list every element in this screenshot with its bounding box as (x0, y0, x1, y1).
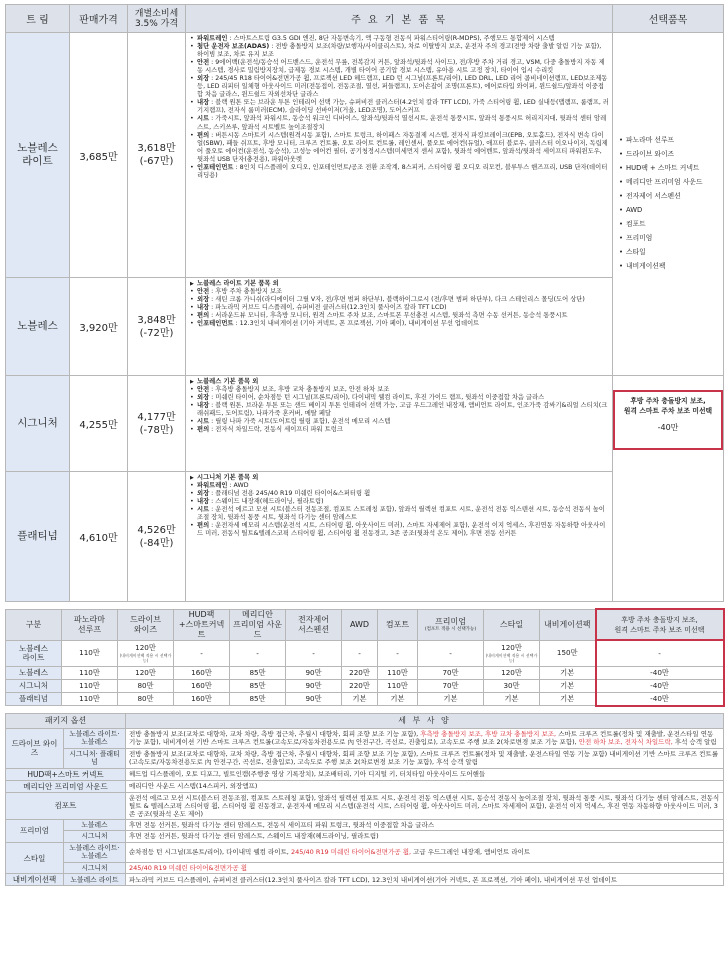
feature-group-header: ▶ 노블레스 기본 품목 외 (190, 378, 609, 386)
header-options: 선택품목 (613, 5, 724, 33)
price-cell: 80만 (118, 692, 174, 706)
price-cell: -40만 (596, 679, 724, 692)
feature-item: • 외장 : 플래티넘 전용 245/40 R19 미쉐린 타이어&스퍼터링 휠 (190, 490, 609, 498)
header-features: 주 요 기 본 품 목 (186, 5, 613, 33)
feature-item: • 내장 : 스웨이드 내장재(헤드라이닝, 필라트림) (190, 498, 609, 506)
price-cell: 110만 (378, 666, 418, 679)
price-cell: 기본 (540, 679, 596, 692)
price-cell: 70만 (418, 666, 484, 679)
header-package: 패키지 옵션 (6, 713, 126, 728)
option-item: • 내비게이션팩 (619, 259, 717, 273)
feature-item: • 인포테인먼트 : 12.3인치 내비게이션 (기아 커넥트, 폰 프로젝션, 기아 페이), 내비게이션 무선 업데이트 (190, 320, 609, 328)
header-tax-price: 개별소비세 3.5% 가격 (128, 5, 186, 33)
package-detail: 245/40 R19 미쉐린 타이어&전면가공 휠 (126, 862, 724, 874)
option-item: • 드라이브 와이즈 (619, 147, 717, 161)
option-price-row (6, 666, 724, 679)
feature-item: • 첨단 운전자 보조(ADAS) : 전방 충돌방지 보조(차량/보행자/사이클리스트), 차로 이탈방지 보조, 운전자 주의 경고(전방 차량 출발 알림 기능 포함), 하이빔 보조, 차로 유지 보조 (190, 43, 609, 59)
price-cell: 90만 (286, 679, 342, 692)
price-cell: 110만 (378, 679, 418, 692)
price-cell: - (174, 640, 230, 666)
trim-name: 플래티넘 (6, 472, 70, 602)
option-price-row (6, 640, 724, 666)
feature-item: • 편의 : 버튼시동 스마트키 시스템(원격시동 포함), 스마트 트렁크, 하이패스 자동결제 시스템, 전자식 파킹브레이크(EPB, 오토홀드), 전자식 변속 다이얼(SBW), 패들 쉬프트, 후방 모니터, 크루즈 컨트롤, 오토 라이트 컨트롤, 레인센서, 풀오토 에어컨(듀얼), 애프터 블로우, 클러스터 이오나이저, 독립제어 풀오토 에어컨(운전석, 동승석), 고성능 에어컨 필터, 공기청정시스템(미세먼지 센서 포함), 뒷좌석 에어벤트, 앞좌석/뒷좌석 세이프티 파워윈도우, 뒷좌석 USB 단자(충전용), 파워아웃렛 (190, 132, 609, 164)
package-sub-trim: 시그니처 (64, 862, 126, 874)
feature-item: • 안전 : 후측방 충돌방지 보조, 후방 교차 충돌방지 보조, 안전 하차 보조 (190, 386, 609, 394)
option-item: • HUD팩 + 스마트 커넥트 (619, 161, 717, 175)
header-detail: 세 부 사 양 (126, 713, 724, 728)
price-cell: - (378, 640, 418, 666)
option-item: • 메리디안 프리미엄 사운드 (619, 175, 717, 189)
opt-header: 스타일 (484, 609, 540, 640)
trim-name: 노블레스 (6, 278, 70, 376)
option-item: • 파노라마 선루프 (619, 133, 717, 147)
package-row-drive-wise-2 (6, 748, 724, 768)
price-cell: 110만 (62, 679, 118, 692)
package-row-premium (6, 819, 724, 831)
feature-items (190, 378, 609, 434)
table-header-row (6, 5, 724, 33)
price-cell: 기본 (484, 692, 540, 706)
options-list (613, 33, 724, 376)
feature-item: • 편의 : 서라운드뷰 모니터, 후측방 모니터, 원격 스마트 주차 보조, 스마트폰 무선충전 시스템, 뒷좌석 측면 수동 선커튼, 동승석 통풍시트 (190, 312, 609, 320)
option-price-header-row (6, 609, 724, 640)
row-trim-name: 노블레스 (6, 666, 62, 679)
price-cell: -40만 (596, 666, 724, 679)
option-item: • 전자제어 서스펜션 (619, 189, 717, 203)
price-cell: - (286, 640, 342, 666)
package-detail: 전방 충돌방지 보조(교차로 대향차, 교차 차량, 측방 접근차, 추월시 대향차, 회피 조향 보조 기능 포함), 스마트 크루즈 컨트롤(정차 및 재출발, 운전스타일 연동 기능 포함) 내비게이션 기반 스마트 크루즈 컨트롤(고속도로/자동차전용도로 內 안전구간, 곡선로, 진출입로), 고속도로 주행 보조 2(차로변경 보조 기능 포함), 후석 승객 알림 (126, 748, 724, 768)
price-cell: -40만 (596, 692, 724, 706)
price-cell: - (230, 640, 286, 666)
package-name: 내비게이션팩 (6, 874, 64, 886)
feature-item: • 인포테인먼트 : 8인치 디스플레이 오디오, 인포테인먼트/공조 전환 조작계, 8스피커, 스티어링 휠 오디오 리모컨, 블루투스 핸즈프리, USB 단자(데이터리딩용) (190, 164, 609, 180)
option-items (619, 133, 717, 273)
package-detail-table (5, 713, 724, 887)
feature-list (186, 33, 613, 278)
package-row-navi (6, 874, 724, 886)
package-row-premium-2 (6, 831, 724, 843)
price-cell: 85만 (230, 692, 286, 706)
price-cell: 150만 (540, 640, 596, 666)
package-detail: 운전석 에르고 모션 시트(블스터 전동조절, 컴포트 스트레칭 포함), 앞좌석 릴렉션 컴포트 시트, 운전석 전동 익스텐션 시트, 동승석 전동식 높이조절 장치, 뒷좌석 통풍 시트, 뒷좌석 다기능 센터 암레스트, 전동식 틸트 & 텔레스코픽 스티어링 휠, 스티어링 휠 진동경고, 운전자세 메모리 시스템(운전석 시트, 스티어링 휠, 아웃사이드 미러, 스마트 자세제어 포함), 운전석 이지 억세스, 후진 연동 자동하향 아웃사이드 미러, 3존 공조(뒷좌석 온도 제어) (126, 792, 724, 819)
price-cell: 기본 (378, 692, 418, 706)
feature-items (190, 474, 609, 538)
price-cell: 80만 (118, 679, 174, 692)
opt-header: 전자제어 서스펜션 (286, 609, 342, 640)
package-sub-trim: 노블레스 라이트· 노블레스 (64, 842, 126, 862)
package-detail: 헤드업 디스플레이, 오토 디포그, 빌트인캠(주행중 영상 기록장치), 보조배터리, 기아 디지털 키, 터치타입 아웃사이드 도어핸들 (126, 768, 724, 780)
price-cell: 110만 (62, 666, 118, 679)
feature-item: • 외장 : 245/45 R18 타이어&전면가공 휠, 프로젝션 LED 헤드램프, LED 턴 시그널(프론트/리어), LED DRL, LED 리어 콤비네이션램프, LED보조제동등, LED 리피터 일체형 아웃사이드 미러(전동접이, 전동조절, 열선, 퍼들램프), 도어손잡이 조명(프론트), 에어로타입 와이퍼, 윈드쉴드/앞좌석 이중접합 차음 글라스, 윈드쉴드 자외선차단 글라스 (190, 75, 609, 99)
package-sub-trim: 노블레스 (64, 819, 126, 831)
red-box-value: -40만 (657, 423, 679, 432)
price-cell: 70만 (418, 679, 484, 692)
opt-header: 내비게이션팩 (540, 609, 596, 640)
opt-header: AWD (342, 609, 378, 640)
trim-name: 노블레스 라이트 (6, 33, 70, 278)
price-cell: 120만 (내비게이션팩 적용 시 선택가능) (118, 640, 174, 666)
feature-item: • 안전 : 후방 주차 충돌방지 보조 (190, 288, 609, 296)
price-cell: 85만 (230, 679, 286, 692)
package-detail: 후면 전동 선커튼, 뒷좌석 다기능 센터 암레스트, 스웨이드 내장재(헤드라이닝, 필라트림) (126, 831, 724, 843)
red-box-cell (613, 376, 724, 602)
trim-row-signature (6, 376, 724, 472)
package-sub-trim: 노블레스 라이트· 노블레스 (64, 728, 126, 748)
package-row-style (6, 842, 724, 862)
option-price-row (6, 692, 724, 706)
header-trim: 트 림 (6, 5, 70, 33)
opt-header: HUD팩 +스마트커넥트 (174, 609, 230, 640)
price-cell: 90만 (286, 666, 342, 679)
trim-price: 4,610만 (70, 472, 128, 602)
feature-item: • 내장 : 파노라믹 커브드 디스플레이, 슈퍼비전 클러스터(12.3인치 풀사이즈 칼라 TFT LCD) (190, 304, 609, 312)
price-cell: 160만 (174, 666, 230, 679)
feature-group-header: ▶ 시그니처 기본 품목 외 (190, 474, 609, 482)
price-cell: 기본 (342, 692, 378, 706)
option-item: • AWD (619, 203, 717, 217)
price-cell: 기본 (540, 666, 596, 679)
package-detail: 메리디안 사운드 시스템(14스피커, 외장앰프) (126, 780, 724, 792)
opt-header: 컴포트 (378, 609, 418, 640)
package-name: HUD팩+스마트 커넥트 (6, 768, 126, 780)
package-name: 컴포트 (6, 792, 126, 819)
trim-features-table (5, 4, 724, 602)
trim-price: 3,685만 (70, 33, 128, 278)
package-sub-trim: 시그니처· 플래티넘 (64, 748, 126, 768)
package-row-comfort (6, 792, 724, 819)
opt-header: 메리디안 프리미엄 사운드 (230, 609, 286, 640)
feature-item: • 편의 : 운전자세 메모리 시스템(운전석 시트, 스티어링 휠, 아웃사이드 미러), 스마트 자세제어 포함), 운전석 이지 억세스, 후진연동 자동하향 아웃사이드 미러, 전동식 틸트&텔레스코픽 스티어링 휠, 스티어링 휠 진동경고, 3존 공조(뒷좌석 온도 제어), 후면 전동 선커튼 (190, 522, 609, 538)
price-cell: 85만 (230, 666, 286, 679)
feature-item: • 파워트레인 : 스마트스트림 G3.5 GDI 엔진, 8단 자동변속기, 액 구동형 전동식 파워스티어링(R-MDPS), 주행모드 통합제어 시스템 (190, 35, 609, 43)
trim-name: 시그니처 (6, 376, 70, 472)
option-price-row (6, 679, 724, 692)
option-price-table (5, 608, 725, 707)
row-trim-name: 노블레스 라이트 (6, 640, 62, 666)
package-name: 드라이브 와이즈 (6, 728, 64, 768)
price-cell: 기본 (418, 692, 484, 706)
price-cell: 160만 (174, 679, 230, 692)
feature-item: • 내장 : 블랙 원톤 또는 브라운 투톤 인테리어 선택 가능, 슈퍼비전 클러스터(4.2인치 칼라 TFT LCD), 가죽 스티어링 휠, LED 실내등(맵램프, 룸램프, 러기지램프), 전자식 룸미러(ECM), 슬라이딩 선바이저(거울, LED조명), 도어스커프 (190, 99, 609, 115)
price-cell: - (418, 640, 484, 666)
trim-tax-price: 3,848만 (-72만) (128, 278, 186, 376)
feature-item: • 안전 : 9에어백(운전석/동승석 어드밴스드, 운전석 무릎, 전복감지 커튼, 앞좌석/뒷좌석 사이드), 전/후방 주차 거리 경고, VSM, 다중 충돌방지 자동 제동 시스템, 경사로 밀림방지장치, 급제동 경보 시스템, 개별 타이어 공기압 경보 시스템, 유아용 시트 고정 장치, 타이어 입시 수리킷 (190, 59, 609, 75)
opt-header: 드라이브 와이즈 (118, 609, 174, 640)
feature-group-header: ▶ 노블레스 라이트 기본 품목 외 (190, 280, 609, 288)
header-price: 판매가격 (70, 5, 128, 33)
trim-price: 4,255만 (70, 376, 128, 472)
package-detail: 후면 전동 선커튼, 뒷좌석 다기능 센터 암레스트, 전동식 세이프티 파워 트렁크, 뒷좌석 이중접합 차음 글라스 (126, 819, 724, 831)
feature-item: • 파워트레인 : AWD (190, 482, 609, 490)
option-item: • 스타일 (619, 245, 717, 259)
opt-header: 후방 주차 충돌방지 보조, 원격 스마트 주차 보조 미선택 (596, 609, 724, 640)
price-cell: 120만 (484, 666, 540, 679)
red-box-title: 후방 주차 충돌방지 보조, 원격 스마트 주차 보조 미선택 (623, 397, 713, 415)
price-cell: 기본 (540, 692, 596, 706)
price-cell: 160만 (174, 692, 230, 706)
package-name: 메리디안 프리미엄 사운드 (6, 780, 126, 792)
row-trim-name: 시그니처 (6, 679, 62, 692)
package-detail: 파노라믹 커브드 디스플레이, 슈퍼비전 클러스터(12.3인치 풀사이즈 칼라 TFT LCD), 12.3인치 내비게이션(기아 커넥트, 폰 프로젝션, 기아 페이), 내비게이션 무선 업데이트 (126, 874, 724, 886)
feature-items (190, 280, 609, 328)
package-detail: 전방 충돌방지 보조(교차로 대향차, 교차 차량, 측방 접근차, 추월시 대향차, 회피 조향 보조 기능 포함), 후측방 충돌방지 보조, 후방 교차 충돌방지 보조, 스마트 크루즈 컨트롤(정차 및 재출발, 운전스타일 연동 기능 포함), 내비게이션 기반 스마트 크루즈 컨트롤(고속도로/자동차전용도로 內 안전구간, 곡선로, 진출입로), 고속도로 주행 보조 2(차로변경 보조 기능 포함), 안전 하차 보조, 전자식 차일드락, 후석 승객 알림 (126, 728, 724, 748)
feature-items (190, 35, 609, 180)
feature-item: • 편의 : 전자식 차일드락, 전동식 세이프티 파워 트렁크 (190, 426, 609, 434)
price-cell: 220만 (342, 679, 378, 692)
price-cell: - (342, 640, 378, 666)
price-cell: 110만 (62, 692, 118, 706)
package-name: 프리미엄 (6, 819, 64, 842)
price-cell: 120만 (내비게이션팩 적용 시 선택가능) (484, 640, 540, 666)
price-cell: 110만 (62, 640, 118, 666)
option-item: • 컴포트 (619, 217, 717, 231)
feature-list (186, 376, 613, 472)
trim-row-noblesse-light (6, 33, 724, 278)
option-item: • 프리미엄 (619, 231, 717, 245)
opt-header: 파노라마 선루프 (62, 609, 118, 640)
feature-list (186, 472, 613, 602)
price-cell: 30만 (484, 679, 540, 692)
package-row-drive-wise (6, 728, 724, 748)
package-sub-trim: 노블레스 라이트 (64, 874, 126, 886)
trim-price: 3,920만 (70, 278, 128, 376)
rear-parking-exclusion-box (613, 390, 723, 450)
trim-tax-price: 4,177만 (-78만) (128, 376, 186, 472)
package-sub-trim: 시그니처 (64, 831, 126, 843)
feature-item: • 시트 : 운전석 에르고 모션 시트(블스터 전동조절, 컴포트 스트레칭 포함), 앞좌석 릴렉션 컴포트 시트, 운전석 전동 익스텐션 시트, 동승석 전동식 높이조절 장치, 뒷좌석 통풍 시트, 뒷좌석 다기능 센터 암레스트 (190, 506, 609, 522)
package-row-hud (6, 768, 724, 780)
package-name: 스타일 (6, 842, 64, 874)
package-row-meridian (6, 780, 724, 792)
opt-header: 구분 (6, 609, 62, 640)
row-trim-name: 플래티넘 (6, 692, 62, 706)
price-cell: 220만 (342, 666, 378, 679)
price-cell: 90만 (286, 692, 342, 706)
trim-tax-price: 4,526만 (-84만) (128, 472, 186, 602)
price-cell: - (596, 640, 724, 666)
feature-item: • 외장 : 새틴 크롬 가니쉬(라디에이터 그릴 V자, 전/후면 범퍼 하단부), 블랙하이그로시 (전/후면 범퍼 하단부), 다크 스테인리스 몰딩(도어 상단) (190, 296, 609, 304)
package-row-style-2 (6, 862, 724, 874)
package-header-row (6, 713, 724, 728)
trim-tax-price: 3,618만 (-67만) (128, 33, 186, 278)
price-cell: 120만 (118, 666, 174, 679)
feature-list (186, 278, 613, 376)
feature-item: • 시트 : 가죽시트, 앞좌석 파워시트, 동승석 워크인 디바이스, 앞좌석/뒷좌석 열선시트, 운전석 통풍시트, 앞좌석 통풍시트 허리지지대, 뒷좌석 센터 암레스트, 스키쓰루, 앞좌석 시트벨트 높이조절장치 (190, 115, 609, 131)
feature-item: • 내장 : 블랙 원톤, 브라운 투톤 또는 샌드 베이지 투톤 인테리어 선택 가능, 고급 우드그레인 내장재, 앰비언트 라이트, 인조가죽 감싸기&리얼 스티치(크래쉬패드, 도어트림), 나파가죽 혼커버, 메탈 페달 (190, 402, 609, 418)
package-detail: 순차점등 턴 시그널(프론트/리어), 다이내믹 웰컴 라이트, 245/40 R19 미쉐린 타이어&전면가공 휠, 고급 우드그레인 내장재, 앰비언트 라이트 (126, 842, 724, 862)
feature-item: • 외장 : 미쉐린 타이어, 순차점등 턴 시그널(프론트/리어), 다이내믹 웰컴 라이트, 후진 가이드 램프, 뒷좌석 이중접합 차음 글라스 (190, 394, 609, 402)
feature-item: • 시트 : 릴링 나파 가죽 시트(도어트림 릴링 포함), 운전석 메모리 시스템 (190, 418, 609, 426)
opt-header: 프리미엄 (컴포트 적용 시 선택가능) (418, 609, 484, 640)
